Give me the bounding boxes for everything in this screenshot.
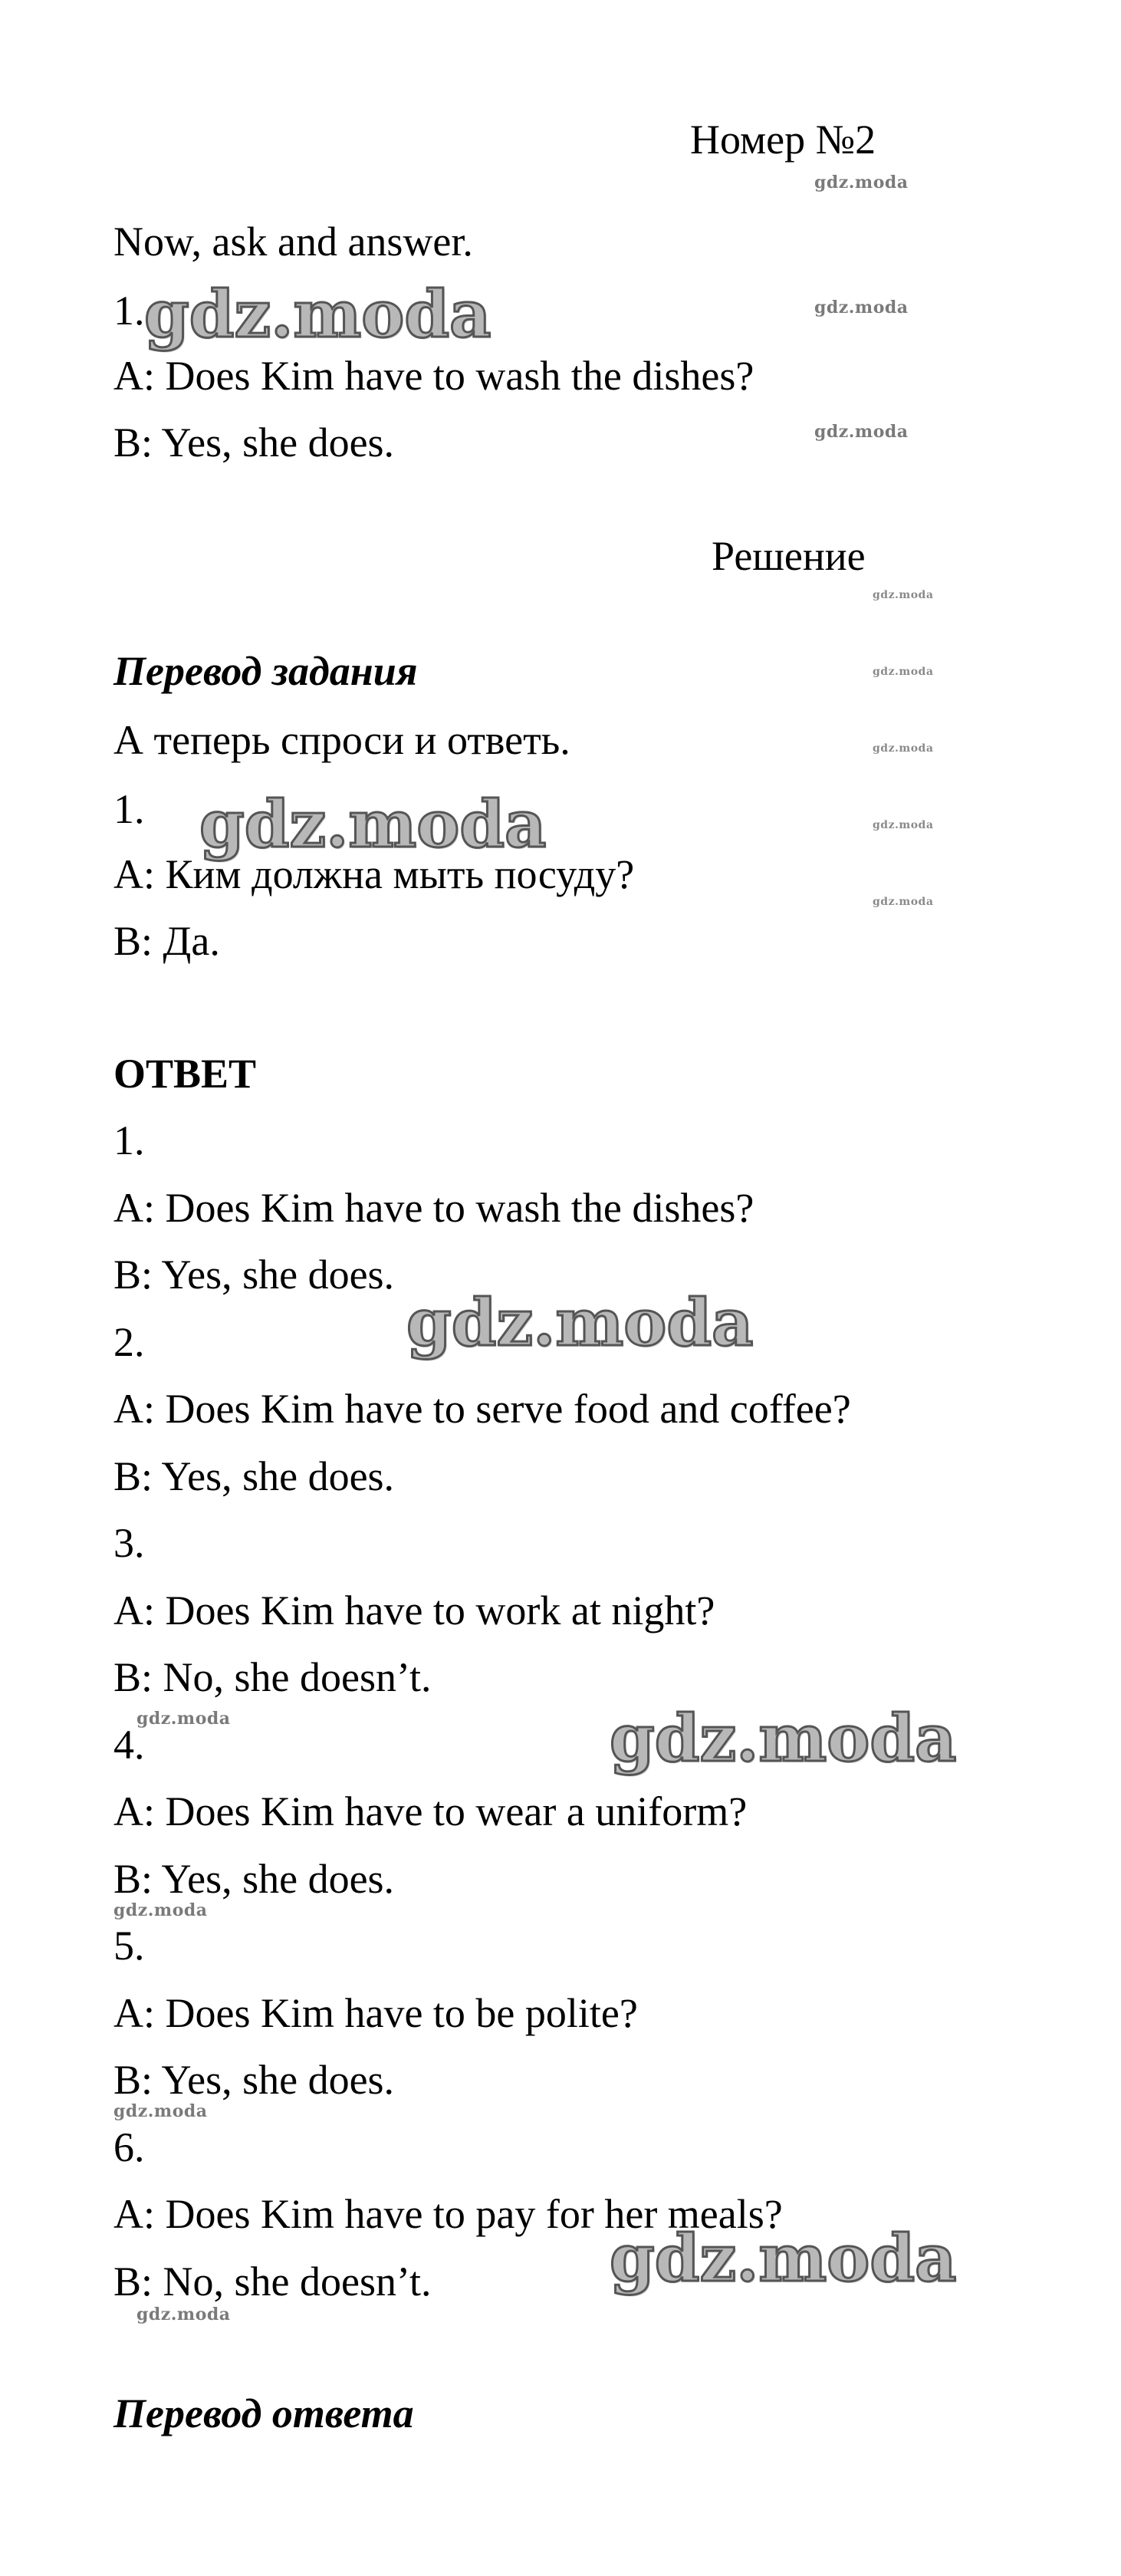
answer-response: B: Yes, she does.: [113, 1453, 395, 1499]
watermark: gdz.moda: [873, 819, 934, 831]
answer-question: A: Does Kim have to be polite?: [113, 1990, 638, 2036]
translation-task-item-number: 1.: [113, 786, 145, 832]
translation-task-question: A: Ким должна мыть посуду?: [113, 851, 635, 897]
answer-item-number: 3.: [113, 1520, 145, 1566]
answer-question: A: Does Kim have to pay for her meals?: [113, 2191, 783, 2237]
answer-question: A: Does Kim have to wash the dishes?: [113, 1185, 754, 1231]
answer-item-number: 6.: [113, 2124, 145, 2170]
watermark: gdz.moda: [610, 2220, 957, 2296]
watermark: gdz.moda: [873, 742, 934, 755]
translation-task-answer: B: Да.: [113, 918, 220, 964]
solution-heading: Решение: [712, 533, 866, 579]
task-number: Номер №2: [690, 117, 876, 163]
watermark: gdz.moda: [873, 666, 934, 678]
watermark: gdz.moda: [113, 2101, 208, 2121]
answer-item-number: 4.: [113, 1722, 145, 1768]
watermark: gdz.moda: [199, 786, 547, 862]
watermark: gdz.moda: [873, 896, 934, 908]
answer-response: B: Yes, she does.: [113, 1856, 395, 1902]
task-answer: B: Yes, she does.: [113, 419, 395, 466]
translation-task-instruction: А теперь спроси и ответь.: [113, 717, 570, 763]
answer-item-number: 5.: [113, 1923, 145, 1969]
answer-response: B: Yes, she does.: [113, 2057, 395, 2103]
answer-response: B: No, she doesn’t.: [113, 1654, 432, 1700]
watermark: gdz.moda: [873, 589, 934, 601]
translation-answer-heading: Перевод ответа: [113, 2390, 414, 2436]
task-question: A: Does Kim have to wash the dishes?: [113, 353, 754, 399]
watermark: gdz.moda: [113, 1900, 208, 1920]
watermark: gdz.moda: [406, 1285, 754, 1360]
watermark: gdz.moda: [814, 422, 909, 442]
answer-question: A: Does Kim have to serve food and coffee?: [113, 1386, 851, 1432]
task-item-number: 1.: [113, 288, 145, 334]
task-instruction: Now, ask and answer.: [113, 219, 473, 265]
watermark: gdz.moda: [136, 1709, 231, 1729]
answer-heading: ОТВЕТ: [113, 1051, 257, 1097]
watermark: gdz.moda: [814, 298, 909, 317]
watermark: gdz.moda: [136, 2305, 231, 2324]
answer-item-number: 1.: [113, 1117, 145, 1163]
answer-response: B: Yes, she does.: [113, 1252, 395, 1298]
answer-question: A: Does Kim have to work at night?: [113, 1587, 715, 1633]
answer-response: B: No, she doesn’t.: [113, 2259, 432, 2305]
answer-question: A: Does Kim have to wear a uniform?: [113, 1788, 748, 1834]
watermark: gdz.moda: [814, 173, 909, 192]
answer-item-number: 2.: [113, 1319, 145, 1365]
watermark: gdz.moda: [610, 1700, 957, 1776]
watermark: gdz.moda: [144, 276, 491, 352]
translation-task-heading: Перевод задания: [113, 648, 418, 694]
